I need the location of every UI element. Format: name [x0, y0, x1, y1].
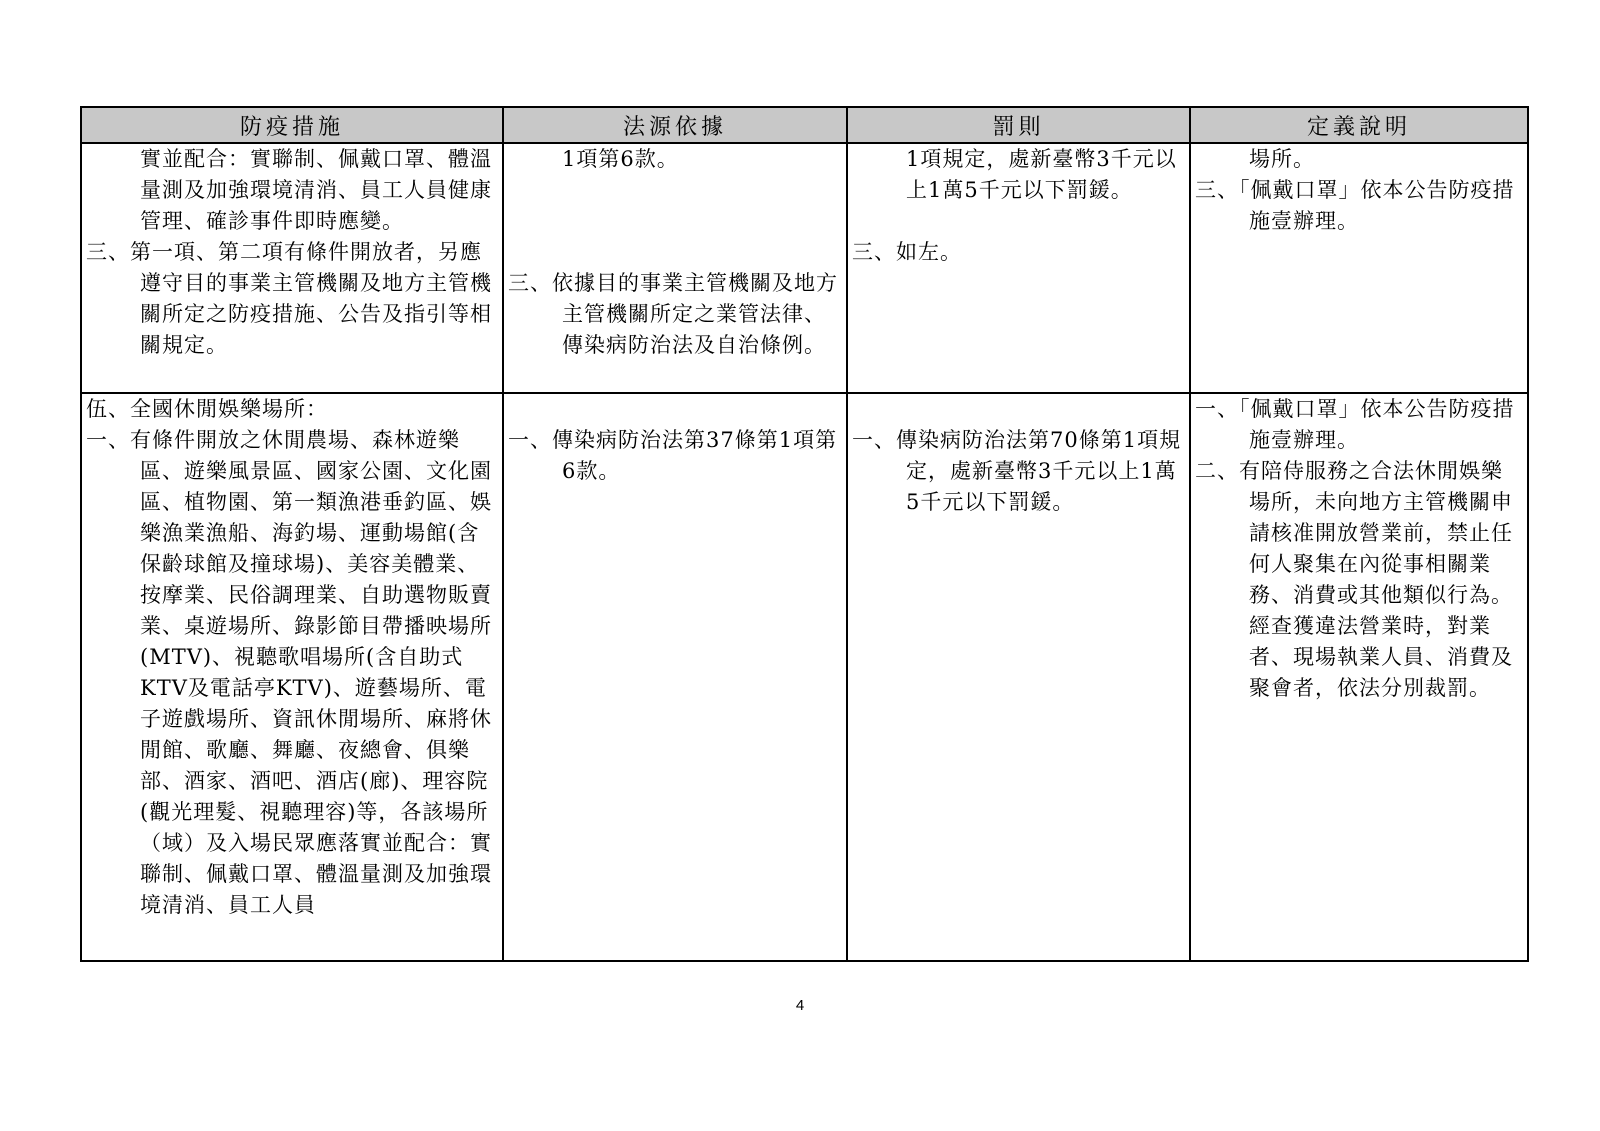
header-measures: 防疫措施 [81, 107, 503, 143]
legal-continuation: 1項第6款。 [562, 147, 679, 171]
definition-cell [1190, 143, 1528, 393]
legal-item-3: 三、依據目的事業主管機關及地方主管機關所定之業管法律、傳染病防治法及自治條例。 [508, 271, 838, 357]
page-number: 4 [795, 997, 805, 1014]
header-definition: 定義說明 [1190, 107, 1528, 143]
definition-item-1: 一、「佩戴口罩」依本公告防疫措施壹辦理。 [1195, 397, 1515, 452]
penalty-item-3: 三、如左。 [852, 240, 962, 264]
table-header-row [81, 107, 1528, 143]
measures-item-1: 一、有條件開放之休閒農場、森林遊樂區、遊樂風景區、國家公園、文化園區、植物園、第一類漁港垂釣區、娛樂漁業漁船、海釣場、運動場館(含保齡球館及撞球場)、美容美體業、按摩業、民俗調理業、自助選物販賣業、桌遊場所、錄影節目帶播映場所(MTV)、視聽歌唱場所(含自助式KTV及電話亭KTV)、遊藝場所、電子遊戲場所、資訊休閒場所、麻將休閒館、歌廳、舞廳、夜總會、俱樂部、酒家、酒吧、酒店(廊)、理容院(觀光理髮、視聽理容)等，各該場所（域）及入場民眾應落實並配合：實聯制、佩戴口罩、體溫量測及加強環境清消、員工人員 [86, 428, 492, 917]
header-penalty: 罰則 [847, 107, 1190, 143]
penalty-cell [847, 143, 1190, 393]
penalty-continuation: 1項規定，處新臺幣3千元以上1萬5千元以下罰鍰。 [906, 147, 1177, 202]
definition-continuation: 場所。 [1249, 147, 1315, 171]
legal-item-1: 一、傳染病防治法第37條第1項第6款。 [508, 428, 838, 483]
definition-item-2: 二、有陪侍服務之合法休閒娛樂場所，未向地方主管機關申請核准開放營業前，禁止任何人聚集在內從事相關業務、消費或其他類似行為。經查獲違法營業時，對業者、現場執業人員、消費及聚會者，依法分別裁罰。 [1195, 459, 1513, 700]
regulation-table [80, 106, 1529, 962]
section-heading: 伍、全國休閒娛樂場所： [86, 397, 328, 421]
measures-cell [81, 393, 503, 961]
penalty-item-1: 一、傳染病防治法第70條第1項規定，處新臺幣3千元以上1萬5千元以下罰鍰。 [852, 428, 1182, 514]
measures-continuation: 實並配合：實聯制、佩戴口罩、體溫量測及加強環境清消、員工人員健康管理、確診事件即時應變。 [140, 147, 492, 233]
legal-basis-cell [503, 393, 847, 961]
definition-item-3: 三、「佩戴口罩」依本公告防疫措施壹辦理。 [1195, 178, 1515, 233]
measures-cell [81, 143, 503, 393]
definition-cell [1190, 393, 1528, 961]
legal-basis-cell [503, 143, 847, 393]
table-row [81, 143, 1528, 393]
penalty-cell [847, 393, 1190, 961]
measures-item-3: 三、第一項、第二項有條件開放者，另應遵守目的事業主管機關及地方主管機關所定之防疫措施、公告及指引等相關規定。 [86, 240, 492, 357]
table-row [81, 393, 1528, 961]
header-legal-basis: 法源依據 [503, 107, 847, 143]
